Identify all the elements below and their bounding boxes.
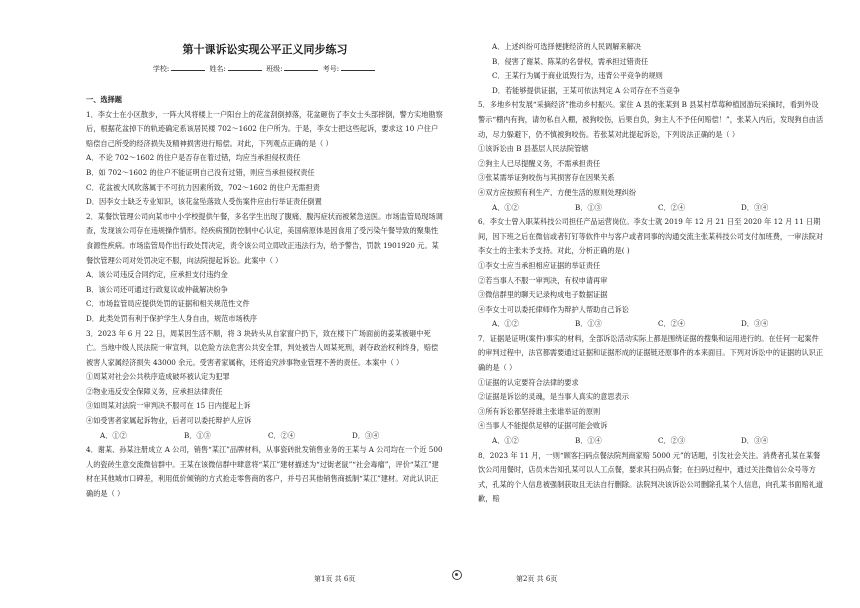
binding-circle-icon (452, 570, 462, 580)
statement-4: ④如受害者家属起诉物业，后者可以委托辩护人应诉 (86, 416, 252, 426)
option-a: A．不论 702～1602 的住户是否存在着过错，均应当承担侵权责任 (86, 153, 301, 163)
option-a: A．①② (100, 430, 127, 440)
option-d: D．若能够提供证据，王某可依法判定 A 公司存在不当竞争 (492, 85, 681, 95)
question-stem: 5．多地乡村发展“采摘经济”推动乡村振兴。家住 A 县的张某到 B 县某村草莓种植园游玩采摘时，看到外设警示“棚内有狗，请勿私自入棚，被狗咬伤，后果自负，狗主人不予任何赔偿！”，张某入内后，发现狗自由活动，尽力躲避下，仍不慎被狗咬伤。若张某对此提起诉讼，下列说法正确的是（ ） (478, 100, 824, 139)
left-column (86, 18, 444, 502)
option-c: C．花盆被大风吹落属于不可抗力因素所致，702～1602 的住户无需担责 (86, 182, 320, 192)
question-8 (478, 449, 824, 507)
school-label: 学校: (152, 65, 170, 73)
statement-2: ②狗主人已尽提醒义务，不需承担责任 (478, 158, 601, 168)
statement-1: ①李女士应当承担相应证据的举证责任 (478, 260, 601, 270)
question-7 (478, 332, 824, 449)
name-label: 姓名: (209, 65, 226, 73)
question-stem: 3．2023 年 6 月 22 日，周某因生活不顺，将 3 块砖头从自家窗户扔下，致在楼下广场面前的姜某被砸中死亡。当地中级人民法院一审宣判，以危险方法危害公共安全罪，判处被告人周某死刑，剥夺政治权利终身，赔偿被害人家属经济损失 43000 余元。受害者家属称，还将追究涉事物业管理不善的责任。本案中（ ） (86, 328, 439, 367)
option-b: B．侵害了谢某、陈某的名誉权，需承担过错责任 (492, 56, 649, 66)
page-number-left: 第1页 共 6页 (314, 575, 356, 583)
question-3 (86, 327, 444, 444)
option-d: D．③④ (352, 430, 380, 440)
option-row (100, 429, 444, 444)
option-d: D．此类处罚有利于保护学生人身自由，规范市场秩序 (86, 313, 258, 323)
option-a: A．①② (492, 319, 519, 329)
statement-4: ④双方应按照有利生产、方便生活的原则处理纠纷 (478, 187, 637, 197)
option-c: C．②④ (658, 319, 686, 329)
statement-3: ③如周某对法院一审判决不服可在 15 日内提起上诉 (86, 401, 251, 411)
school-blank[interactable] (171, 62, 205, 71)
option-c: C．市场监管局应提供处罚的证据和相关规范性文件 (86, 299, 250, 309)
option-d: D．③④ (741, 319, 769, 329)
statement-3: ③张某需举证狗咬伤与其损害存在因果关系 (478, 173, 615, 183)
option-c: C．②④ (658, 202, 686, 212)
statement-2: ②证据是诉讼的灵魂，是当事人真实的意思表示 (478, 392, 629, 402)
question-stem: 1．李女士在小区散步，一阵大风将楼上一户阳台上的花盆刮倒掉落，花盆砸伤了李女士头部摔倒，警方实地勘察后，根据花盆掉下的轨迹确定系该居民楼 702～1602 住户所为。于是，李女士把这些起诉，要求这 10 户住户赔偿自己所受的经济损失及精神损害进行赔偿。对此，下列观点正确的是（ ） (86, 109, 443, 148)
page-number-right: 第2页 共 6页 (516, 575, 558, 583)
option-d: D．因李女士缺乏专业知识，该花盆坠落致人受伤案件应由行举证责任倒置 (86, 197, 322, 207)
question-1 (86, 108, 444, 210)
right-column (478, 40, 824, 507)
option-b: B．①④ (575, 436, 602, 446)
page-title: 第十课诉讼实现公平正义同步练习 (182, 43, 348, 56)
name-blank[interactable] (228, 62, 262, 71)
option-a: A．上述纠纷可选择便捷经济的人民调解来解决 (492, 42, 641, 51)
student-info-line (86, 62, 444, 75)
statement-4: ④当事人不能提供足够的证据可能会败诉 (478, 421, 608, 431)
id-blank[interactable] (341, 62, 375, 71)
section-heading: 一、选择题 (86, 95, 122, 104)
option-c: C．②③ (658, 436, 686, 446)
question-stem: 8．2023 年 11 月，一则“顾客扫码点餐法院判商家赔 5000 元”的话题，引发社会关注。消费者孔某在某餐饮公司用餐时，店员未告知孔某可以人工点餐，要求其扫码点餐；在扫码过程中，通过关注微信公众号等方式，孔某的个人信息被强制获取且无法自行删除。法院判决该诉讼公司删除孔某个人信息，向孔某书面赔礼道歉，赔 (478, 450, 824, 504)
statement-1: ①周某对社会公共秩序造成破坏被认定为犯罪 (86, 372, 230, 382)
question-5 (478, 98, 824, 215)
option-row (492, 317, 824, 332)
option-a: A．该公司违反合同约定，应承担支付违约金 (86, 270, 228, 280)
option-row (492, 201, 824, 216)
option-row (492, 434, 824, 449)
class-label: 班级: (266, 65, 283, 73)
question-6 (478, 215, 824, 332)
question-stem: 2．某餐饮管理公司向某市中小学校提供午餐，多名学生出现了腹痛、腹泻症状而被紧急送医。市场监管局现场调查，发现该公司存在违规操作情形。经疾病预防控制中心认定，美国病原体是因食用了受污染午餐导致的聚集性食源性疾病。市场监管局作出行政处罚决定，责令该公司立即改正违法行为，给予警告，罚款 1901920 元。某餐饮管理公司对处罚决定不服，向法院提起诉讼。此案中（ ） (86, 211, 443, 265)
option-b: B．该公司还可通过行政复议或仲裁解决纷争 (86, 284, 228, 294)
option-c: C．王某行为属于商业诋毁行为，违背公平竞争的规则 (492, 71, 663, 81)
statement-1: ①证据的认定要符合法律的要求 (478, 377, 579, 387)
option-b: B．①③ (184, 430, 211, 440)
option-c: C．②④ (268, 430, 296, 440)
statement-3: ③微信群里的聊天记录构成电子数据证据 (478, 290, 608, 300)
class-blank[interactable] (284, 62, 318, 71)
option-b: B．①③ (575, 202, 602, 212)
question-2 (86, 210, 444, 327)
option-b: B．如 702～1602 的住户不能证明自己没有过错，则应当承担侵权责任 (86, 167, 315, 177)
statement-2: ②若当事人不服一审判决，有权申请再审 (478, 275, 608, 285)
statement-4: ④李女士可以委托律师作为辩护人帮助自己诉讼 (478, 304, 629, 314)
question-stem: 6．李女士曾入职某科技公司担任产品运营岗位。李女士就 2019 年 12 月 21 日至 2020 年 12 月 11 日期间，因下班之后在微信或者钉钉等软件中与客户或者同事的沟通交流主张某科技公司支付加班费，一审法院对李女士的主张未予支持。对此，分析正确的是( ) (478, 217, 824, 256)
option-b: B．①③ (575, 319, 602, 329)
question-4 (86, 443, 444, 501)
question-stem: 4．谢某、孙某注册成立 A 公司，销售“某江”品牌材料，从事瓷砖批发销售业务的王某与 A 公司均在一个近 500 人的瓷砖生意交流微信群中。王某在该微信群中肆意将“某江”建材描述为“过街老鼠”“社会毒瘤”，评价“某江”建材在其他城市口碑差，利用低价倾销的方式抢走零售商的客户，并号召其他销售商抵制“某江”建材。对此认识正确的是（ ） (86, 445, 443, 499)
statement-3: ③所有诉讼都坚持谁主张谁举证的原则 (478, 406, 601, 416)
id-label: 考号: (322, 65, 340, 73)
option-d: D．③④ (741, 202, 769, 212)
option-a: A．①② (492, 202, 519, 212)
statement-1: ①该诉讼由 B 县基层人民法院管辖 (478, 144, 589, 154)
option-a: A．①② (492, 436, 519, 446)
question-stem: 7．证据是证明(案件)事实的材料，全部诉讼活动实际上都是围绕证据的搜集和运用进行的。在任何一起案件的审判过程中，法官都需要通过证据和证据形成的证据链还原事件的本来面目。下列对诉讼中的证据的认识正确的是（ ） (478, 333, 824, 373)
statement-2: ②物业违反安全保障义务，应承担法律责任 (86, 386, 223, 396)
option-d: D．③④ (741, 436, 769, 446)
